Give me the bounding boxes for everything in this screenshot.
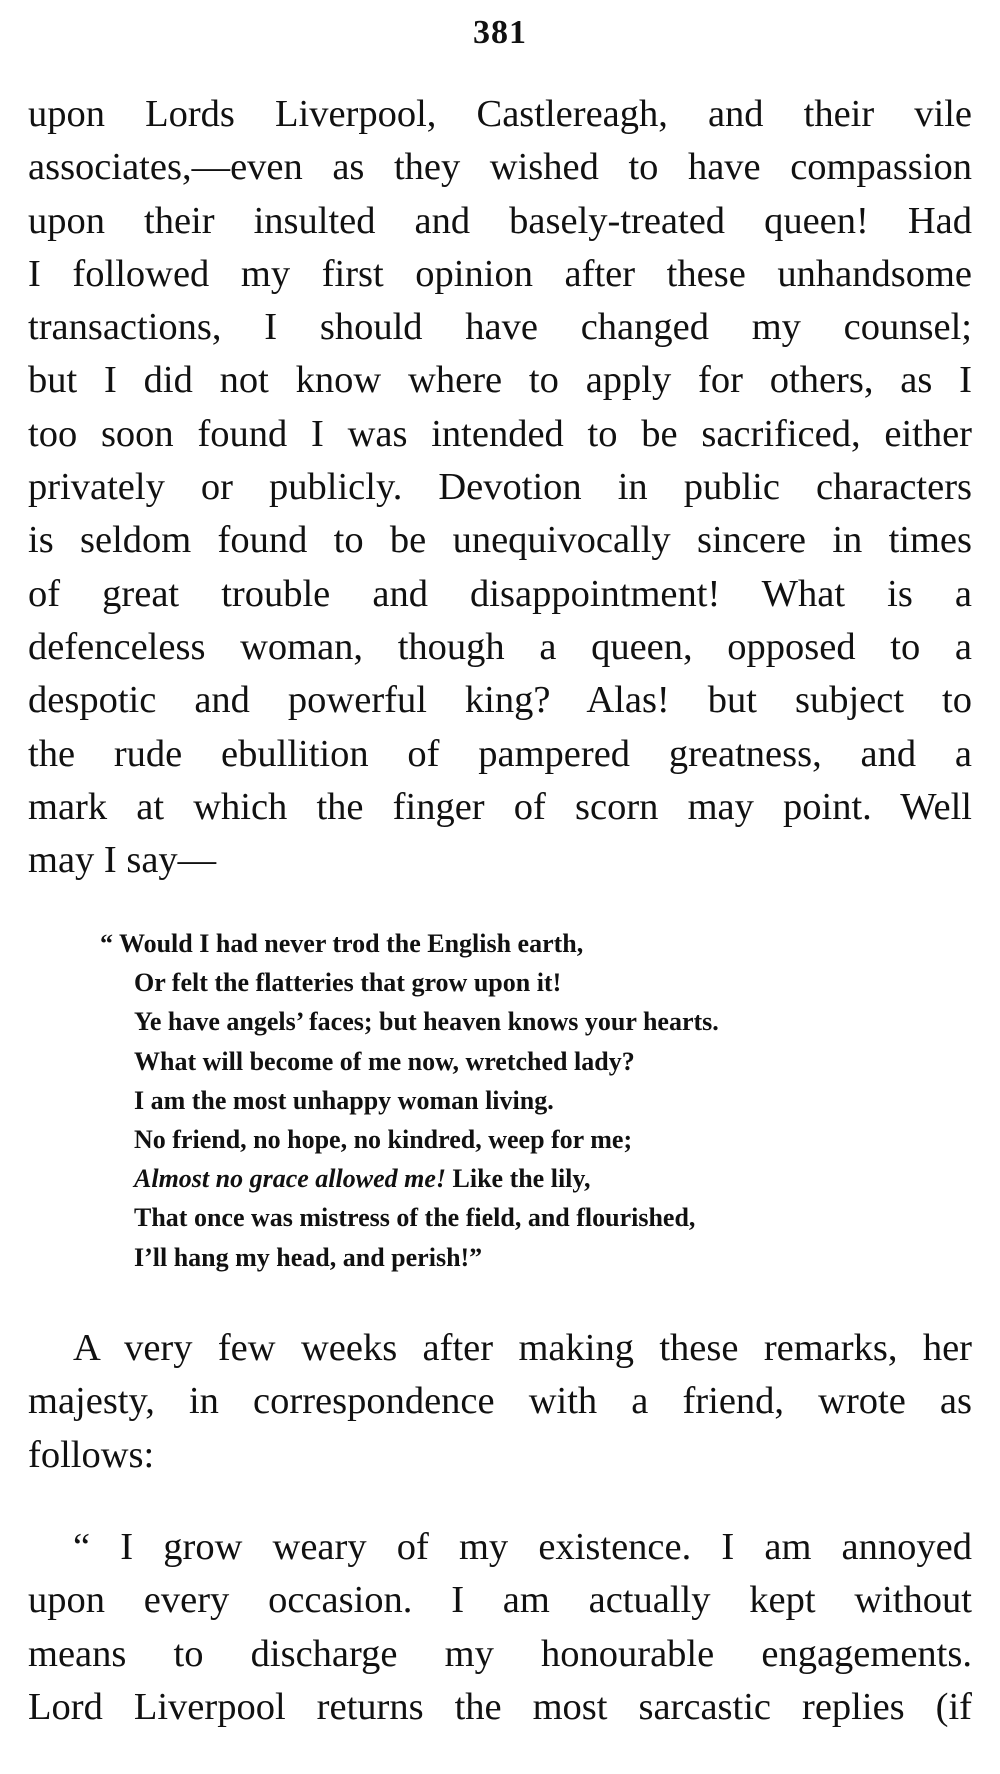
text-line: too soon found I was intended to be sacrificed, either xyxy=(28,412,972,455)
text-line: but I did not know where to apply for others, as I xyxy=(28,359,972,402)
text-line: may I say— xyxy=(28,839,217,882)
verse-line: What will become of me now, wretched lady? xyxy=(134,1046,635,1076)
text-line: despotic and powerful king? Alas! but subject to xyxy=(28,679,972,722)
verse-line xyxy=(100,1159,900,1198)
verse-line: That once was mistress of the field, and flourished, xyxy=(134,1203,696,1233)
text-line: privately or publicly. Devotion in public characters xyxy=(28,466,972,509)
text-line: follows: xyxy=(28,1433,155,1476)
text-line: upon their insulted and basely-treated queen! Had xyxy=(28,199,972,242)
text-line: upon every occasion. I am actually kept without xyxy=(28,1579,972,1622)
text-line: defenceless woman, though a queen, opposed to a xyxy=(28,625,972,668)
text-line: means to discharge my honourable engagements. xyxy=(28,1632,972,1675)
text-line: transactions, I should have changed my counsel; xyxy=(28,306,972,349)
verse-line: Ye have angels’ faces; but heaven knows your hearts. xyxy=(134,1007,719,1037)
text-line: A very few weeks after making these remarks, her xyxy=(73,1327,972,1369)
text-line: Lord Liverpool returns the most sarcastic replies (if xyxy=(28,1685,972,1728)
text-line: I followed my first opinion after these unhandsome xyxy=(28,252,972,295)
text-line: the rude ebullition of pampered greatness, and a xyxy=(28,732,972,775)
text-line: is seldom found to be unequivocally sincere in times xyxy=(28,519,972,562)
verse-line: “ Would I had never trod the English earth, xyxy=(100,929,584,958)
text-line: majesty, in correspondence with a friend, wrote as xyxy=(28,1380,972,1423)
verse-line: No friend, no hope, no kindred, weep for me; xyxy=(134,1125,633,1155)
text-line: of great trouble and disappointment! What is a xyxy=(28,572,972,615)
text-line: associates,—even as they wished to have compassion xyxy=(28,146,972,189)
verse-line-rest: Like the lily, xyxy=(446,1164,591,1194)
text-line: mark at which the finger of scorn may point. Well xyxy=(28,785,972,828)
verse-italic-phrase: Almost no grace allowed me! xyxy=(134,1164,446,1194)
verse-line: I am the most unhappy woman living. xyxy=(134,1085,554,1115)
page-number: 381 xyxy=(473,14,527,51)
text-line: upon Lords Liverpool, Castlereagh, and their vile xyxy=(28,93,972,135)
paragraph-2 xyxy=(28,1322,972,1482)
verse-line: Or felt the flatteries that grow upon it! xyxy=(134,968,562,998)
paragraph-3 xyxy=(28,1521,972,1734)
paragraph-1 xyxy=(28,88,972,887)
text-line: “ I grow weary of my existence. I am annoyed xyxy=(73,1526,972,1568)
verse-quotation xyxy=(100,924,900,1277)
verse-line: I’ll hang my head, and perish!” xyxy=(134,1242,483,1272)
